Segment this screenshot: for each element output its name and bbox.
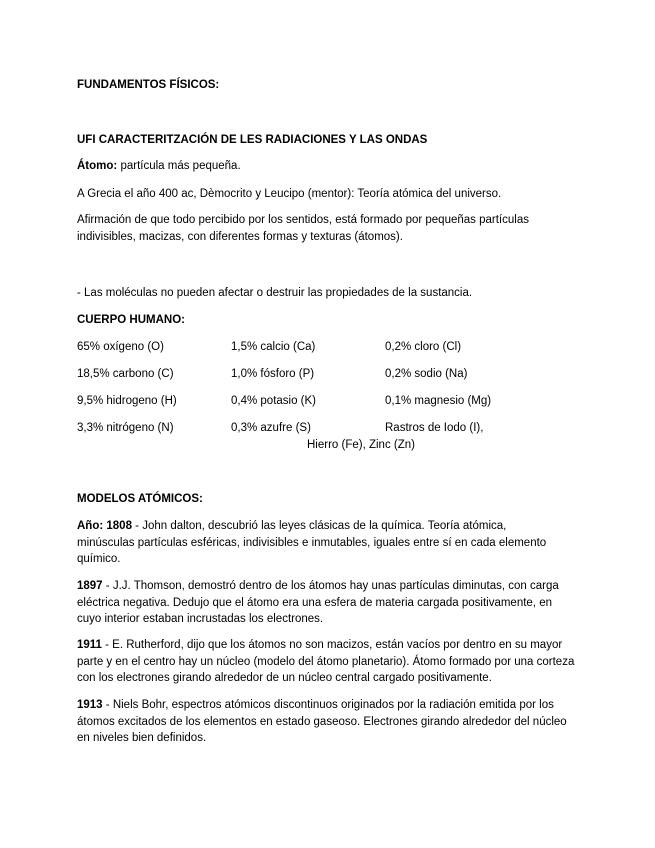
- model-text: - J.J. Thomson, demostró dentro de los átomos hay unas partículas diminutas, con carga eléctrica negativa. Dedujo que el átomo era una esfera de materia cargada positivamente, en cuyo interior estaban incrustadas los electrones.: [77, 580, 559, 625]
- element-cell: 65% oxígeno (O): [77, 341, 164, 353]
- element-cell: 3,3% nitrógeno (N): [77, 422, 174, 434]
- atomo-label: Átomo:: [77, 160, 118, 172]
- model-paragraph-1897: [77, 578, 572, 628]
- model-year: 1913: [77, 699, 103, 711]
- model-text: - Niels Bohr, espectros atómicos discontinuos originados por la radiación emitida por los átomos excitados de los elementos en estado gaseoso. Electrones girando alrededor del núcleo en niveles bien definidos.: [77, 699, 567, 744]
- element-cell: 0,2% cloro (Cl): [385, 341, 462, 353]
- atomo-text: partícula más pequeña.: [117, 160, 241, 172]
- model-text: - John dalton, descubrió las leyes clásicas de la química. Teoría atómica, minúsculas partículas esféricas, indivisibles e inmutables, iguales entre sí en cada elemento químico.: [77, 520, 547, 565]
- element-cell: 1,5% calcio (Ca): [231, 341, 316, 353]
- model-text: - E. Rutherford, dijo que los átomos no son macizos, están vacíos por dentro en su mayor parte y en el centro hay un núcleo (modelo del átomo planetario). Átomo formado por una corteza con los electrones girando alrededor de un núcleo central cargado positivamente.: [77, 639, 575, 684]
- element-cell: 0,2% sodio (Na): [385, 368, 468, 380]
- page-title: FUNDAMENTOS FÍSICOS:: [77, 79, 220, 91]
- element-cell: 0,1% magnesio (Mg): [385, 395, 492, 407]
- element-continuation: Hierro (Fe), Zinc (Zn): [307, 439, 415, 451]
- element-row: [77, 420, 597, 437]
- element-cell: 9,5% hidrogeno (H): [77, 395, 177, 407]
- element-cell: 0,3% azufre (S): [231, 422, 311, 434]
- grecia-paragraph: A Grecia el año 400 ac, Dèmocrito y Leucipo (mentor): Teoría atómica del universo.: [77, 188, 502, 200]
- element-cell: 1,0% fósforo (P): [231, 368, 315, 380]
- element-cell: Rastros de Iodo (I),: [385, 422, 484, 434]
- model-paragraph-1808: [77, 518, 562, 568]
- element-row: [77, 366, 597, 383]
- atomo-definition: [77, 158, 577, 175]
- element-row: [77, 339, 597, 356]
- model-year: Año: 1808: [77, 520, 132, 532]
- element-cell: 0,4% potasio (K): [231, 395, 317, 407]
- element-row: [77, 393, 597, 410]
- model-paragraph-1911: [77, 637, 582, 687]
- afirmacion-paragraph: Afirmación de que todo percibido por los sentidos, está formado por pequeñas partículas indivisibles, macizas, con diferentes formas y texturas (átomos).: [77, 214, 529, 243]
- moleculas-paragraph: - Las moléculas no pueden afectar o destruir las propiedades de la sustancia.: [77, 287, 473, 299]
- section-subtitle: UFI CARACTERITZACIÓN DE LES RADIACIONES Y LAS ONDAS: [77, 134, 428, 146]
- model-paragraph-1913: [77, 697, 572, 747]
- cuerpo-humano-title: CUERPO HUMANO:: [77, 314, 185, 326]
- model-year: 1911: [77, 639, 102, 651]
- element-cell: 18,5% carbono (C): [77, 368, 174, 380]
- modelos-title: MODELOS ATÓMICOS:: [77, 493, 203, 505]
- model-year: 1897: [77, 580, 103, 592]
